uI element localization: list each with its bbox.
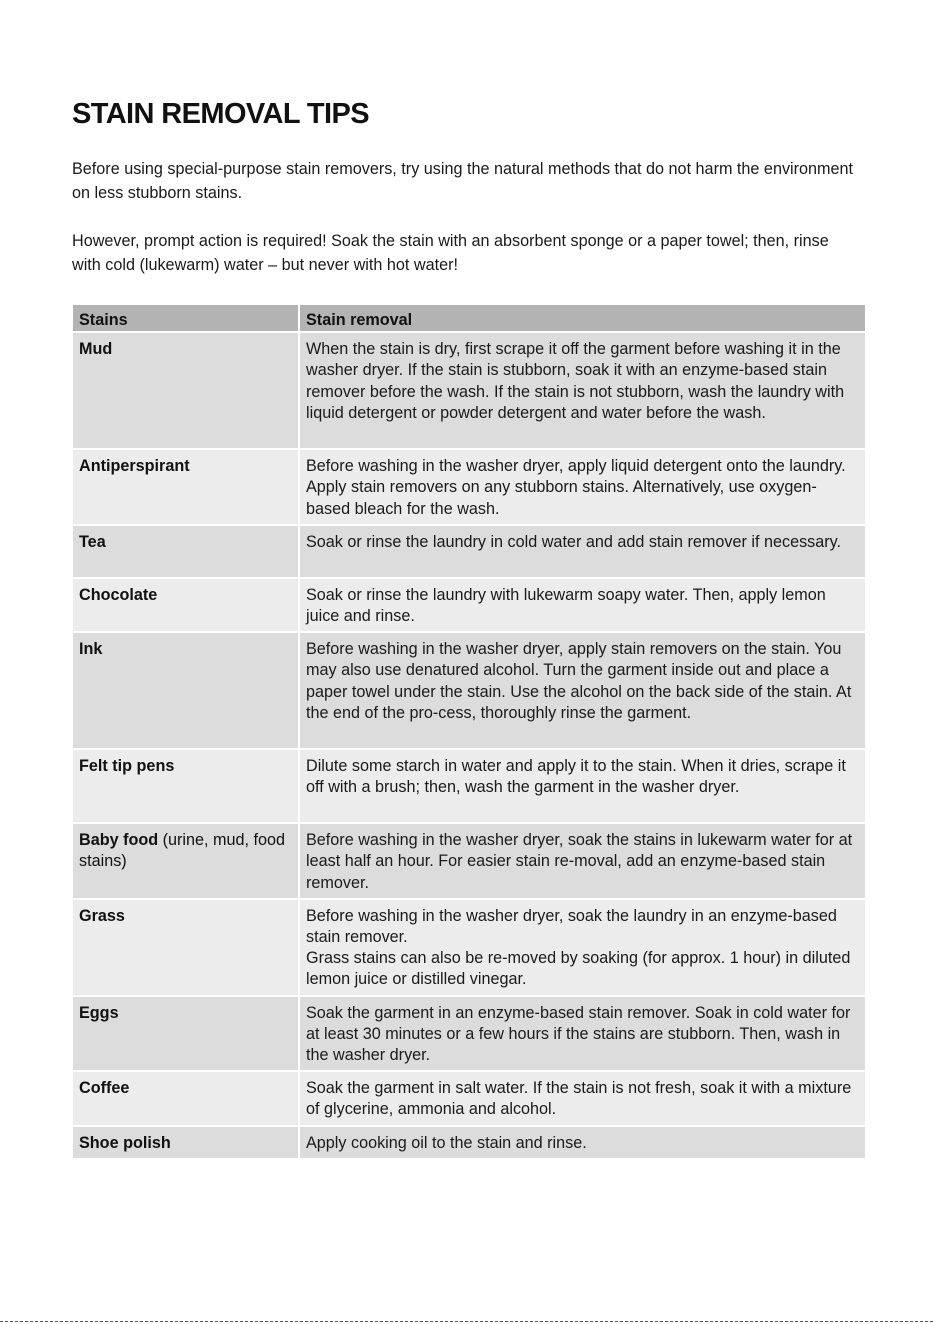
stain-name: Grass bbox=[72, 899, 299, 996]
intro-paragraph: However, prompt action is required! Soak the stain with an absorbent sponge or a paper towel; then, rinse with cold (lukewarm) water – but never with hot water! bbox=[72, 232, 829, 274]
stain-removal-line: Grass stains can also be re-moved by soaking (for approx. 1 hour) in diluted lemon juice or distilled vinegar. bbox=[306, 949, 851, 989]
table-row bbox=[72, 996, 866, 1072]
stain-name-label: Baby food bbox=[79, 831, 159, 850]
table-row bbox=[72, 1071, 866, 1125]
footer-rule bbox=[0, 1321, 933, 1322]
page-title: STAIN REMOVAL TIPS bbox=[72, 98, 369, 130]
table-row bbox=[72, 823, 866, 899]
stain-name: Tea bbox=[72, 525, 299, 578]
stain-name-detail: (urine, mud, food stains) bbox=[79, 831, 286, 871]
stain-name: Mud bbox=[72, 332, 299, 449]
stain-name: Antiperspirant bbox=[72, 449, 299, 525]
table-row bbox=[72, 578, 866, 632]
table-header-row bbox=[72, 304, 866, 332]
stain-name: Shoe polish bbox=[72, 1126, 299, 1159]
stain-removal-text: Dilute some starch in water and apply it to the stain. When it dries, scrape it off with a brush; then, wash the garment in the washer dryer. bbox=[299, 749, 866, 823]
stain-removal-table bbox=[71, 303, 867, 1160]
stain-removal-text: Apply cooking oil to the stain and rinse. bbox=[299, 1126, 866, 1159]
stain-name: Felt tip pens bbox=[72, 749, 299, 823]
stain-removal-text: Soak the garment in salt water. If the stain is not fresh, soak it with a mixture of glycerine, ammonia and alcohol. bbox=[299, 1071, 866, 1125]
table-row bbox=[72, 1126, 866, 1159]
stain-removal-text: Soak or rinse the laundry with lukewarm soapy water. Then, apply lemon juice and rinse. bbox=[299, 578, 866, 632]
stain-removal-text: Before washing in the washer dryer, soak the stains in lukewarm water for at least half an hour. For easier stain re-moval, add an enzyme-based stain remover. bbox=[299, 823, 866, 899]
column-header-stains: Stains bbox=[72, 304, 299, 332]
stain-removal-text bbox=[299, 899, 866, 996]
stain-name: Chocolate bbox=[72, 578, 299, 632]
stain-name: Eggs bbox=[72, 996, 299, 1072]
stain-removal-text: When the stain is dry, first scrape it off the garment before washing it in the washer dryer. If the stain is stubborn, soak it with an enzyme-based stain remover before the wash. If the stain is not stubborn, wash the laundry with liquid detergent or powder detergent and water before the wash. bbox=[299, 332, 866, 449]
table-row bbox=[72, 525, 866, 578]
stain-removal-text: Before washing in the washer dryer, apply liquid detergent onto the laundry. Apply stain removers on any stubborn stains. Alternatively, use oxygen-based bleach for the wash. bbox=[299, 449, 866, 525]
stain-removal-line: Before washing in the washer dryer, soak the laundry in an enzyme-based stain remover. bbox=[306, 906, 837, 947]
stain-removal-text: Soak or rinse the laundry in cold water and add stain remover if necessary. bbox=[299, 525, 866, 578]
stain-removal-text: Soak the garment in an enzyme-based stain remover. Soak in cold water for at least 30 minutes or a few hours if the stains are stubborn. Then, wash in the washer dryer. bbox=[299, 996, 866, 1072]
table-row bbox=[72, 899, 866, 996]
stain-name: Coffee bbox=[72, 1071, 299, 1125]
table-row bbox=[72, 749, 866, 823]
table-row bbox=[72, 632, 866, 749]
table-row bbox=[72, 332, 866, 449]
table-row bbox=[72, 449, 866, 525]
stain-removal-text: Before washing in the washer dryer, apply stain removers on the stain. You may also use denatured alcohol. Turn the garment inside out and place a paper towel under the stain. Use the alcohol on the back side of the stain. At the end of the pro-cess, thoroughly rinse the garment. bbox=[299, 632, 866, 749]
stain-name: Ink bbox=[72, 632, 299, 749]
intro-paragraph: Before using special-purpose stain removers, try using the natural methods that do not harm the environment on less stubborn stains. bbox=[72, 160, 854, 202]
column-header-stain-removal: Stain removal bbox=[299, 304, 866, 332]
stain-name bbox=[72, 823, 299, 899]
